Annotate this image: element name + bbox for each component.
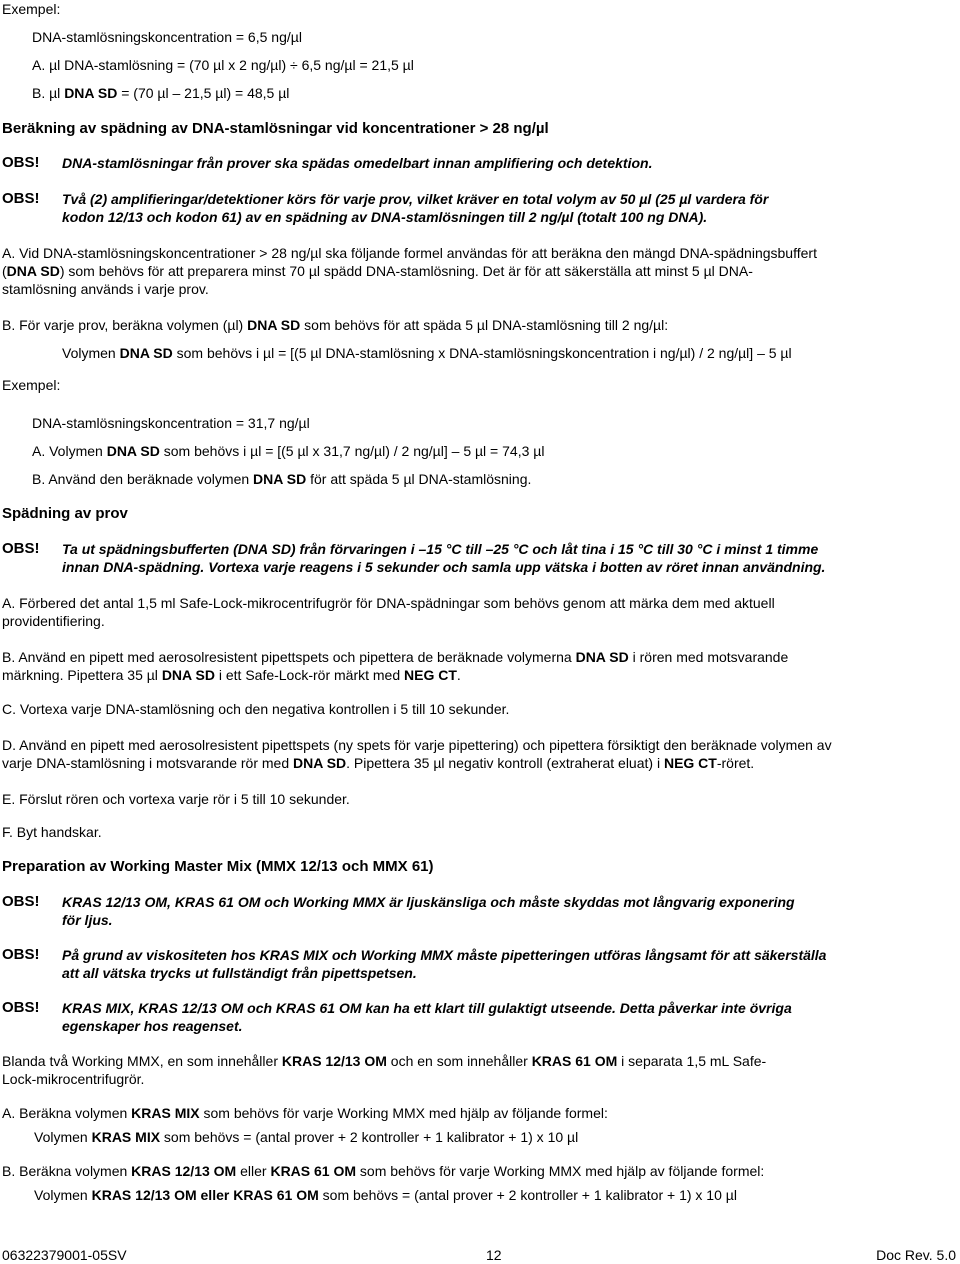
dilution-step-f: F. Byt handskar. (2, 824, 102, 840)
note-text-line: KRAS 12/13 OM, KRAS 61 OM och Working MMX är ljuskänsliga och måste skyddas mot långvarig exponering (62, 894, 795, 910)
note-text-line: Två (2) amplifieringar/detektioner körs för varje prov, vilket kräver en total volym av 50 µl (25 µl vardera för (62, 191, 769, 207)
note-label: OBS! (2, 999, 40, 1016)
example-step-a: A. µl DNA-stamlösning = (70 µl x 2 ng/µl) ÷ 6,5 ng/µl = 21,5 µl (32, 57, 414, 73)
dilution-step-d: D. Använd en pipett med aerosolresistent pipettspets (ny spets för varje pipettering) och pipettera försiktigt den beräknade volymen av (2, 737, 832, 753)
mmx-step-b: B. Beräkna volymen KRAS 12/13 OM eller KRAS 61 OM som behövs för varje Working MMX med hjälp av följande formel: (2, 1163, 765, 1179)
footer-doc-number: 06322379001-05SV (2, 1247, 127, 1263)
example-step-b: B. µl DNA SD = (70 µl – 21,5 µl) = 48,5 µl (32, 85, 290, 101)
mmx-step-a-formula: Volymen KRAS MIX som behövs = (antal prover + 2 kontroller + 1 kalibrator + 1) x 10 µl (34, 1129, 579, 1145)
note-text-line: egenskaper hos reagenset. (62, 1018, 243, 1034)
footer-doc-revision: Doc Rev. 5.0 (876, 1247, 956, 1263)
dilution-step-a: providentifiering. (2, 613, 105, 629)
note-text-line: kodon 12/13 och kodon 61) av en spädning av DNA-stamlösningen till 2 ng/µl (totalt 100 ng DNA). (62, 209, 708, 225)
note-text-line: KRAS MIX, KRAS 12/13 OM och KRAS 61 OM kan ha ett klart till gulaktigt utseende. Detta påverkar inte övriga (62, 1000, 792, 1016)
note-text-line: På grund av viskositeten hos KRAS MIX och Working MMX måste pipetteringen utföras långsamt för att säkerställa (62, 947, 827, 963)
dilution-step-e: E. Förslut rören och vortexa varje rör i 5 till 10 sekunder. (2, 791, 350, 807)
note-label: OBS! (2, 893, 40, 910)
blend-paragraph: Blanda två Working MMX, en som innehåller KRAS 12/13 OM och en som innehåller KRAS 61 OM i separata 1,5 mL Safe- (2, 1053, 767, 1069)
note-label: OBS! (2, 540, 40, 557)
mmx-step-b-formula: Volymen KRAS 12/13 OM eller KRAS 61 OM som behövs = (antal prover + 2 kontroller + 1 kalibrator + 1) x 10 µl (34, 1187, 737, 1203)
note-label: OBS! (2, 154, 40, 171)
step-a-line: stamlösning används i varje prov. (2, 281, 209, 297)
dilution-step-b: B. Använd en pipett med aerosolresistent pipettspets och pipettera de beräknade volymerna DNA SD i rören med motsvarande (2, 649, 789, 665)
note-label: OBS! (2, 946, 40, 963)
example-step-a: A. Volymen DNA SD som behövs i µl = [(5 µl x 31,7 ng/µl) / 2 ng/µl] – 5 µl = 74,3 µl (32, 443, 545, 459)
dilution-step-c: C. Vortexa varje DNA-stamlösning och den negativa kontrollen i 5 till 10 sekunder. (2, 701, 510, 717)
mmx-step-a: A. Beräkna volymen KRAS MIX som behövs för varje Working MMX med hjälp av följande formel: (2, 1105, 608, 1121)
note-text-line: för ljus. (62, 912, 113, 928)
note-text: DNA-stamlösningar från prover ska spädas omedelbart innan amplifiering och detektion. (62, 155, 653, 171)
step-b-line: B. För varje prov, beräkna volymen (µl) DNA SD som behövs för att späda 5 µl DNA-stamlösning till 2 ng/µl: (2, 317, 669, 333)
section-heading-dilution-calc: Beräkning av spädning av DNA-stamlösningar vid koncentrationer > 28 ng/µl (2, 120, 549, 137)
dilution-step-a: A. Förbered det antal 1,5 ml Safe-Lock-mikrocentrifugrör för DNA-spädningar som behövs genom att märka dem med aktuell (2, 595, 775, 611)
section-heading-master-mix: Preparation av Working Master Mix (MMX 12/13 och MMX 61) (2, 858, 434, 875)
note-text-line: innan DNA-spädning. Vortexa varje reagens i 5 sekunder och samla upp vätska i botten av röret innan användning. (62, 559, 826, 575)
example-concentration: DNA-stamlösningskoncentration = 31,7 ng/µl (32, 415, 310, 431)
section-heading-sample-dilution: Spädning av prov (2, 505, 128, 522)
note-text-line: att all vätska trycks ut fullständigt från pipettspetsen. (62, 965, 417, 981)
example-label: Exempel: (2, 377, 61, 393)
example-step-b: B. Använd den beräknade volymen DNA SD för att späda 5 µl DNA-stamlösning. (32, 471, 532, 487)
example-concentration: DNA-stamlösningskoncentration = 6,5 ng/µl (32, 29, 302, 45)
step-a-line: (DNA SD) som behövs för att preparera minst 70 µl spädd DNA-stamlösning. Det är för att säkerställa att minst 5 µl DNA- (2, 263, 753, 279)
footer-page-number: 12 (486, 1247, 502, 1263)
note-label: OBS! (2, 190, 40, 207)
example-label: Exempel: (2, 1, 61, 17)
blend-paragraph: Lock-mikrocentrifugrör. (2, 1071, 145, 1087)
dilution-step-b: märkning. Pipettera 35 µl DNA SD i ett Safe-Lock-rör märkt med NEG CT. (2, 667, 461, 683)
note-text-line: Ta ut spädningsbufferten (DNA SD) från förvaringen i –15 °C till –25 °C och låt tina i 15 °C till 30 °C i minst 1 timme (62, 541, 819, 557)
step-b-formula: Volymen DNA SD som behövs i µl = [(5 µl DNA-stamlösning x DNA-stamlösningskoncentration i ng/µl) / 2 ng/µl] – 5 µl (62, 345, 792, 361)
step-a-line: A. Vid DNA-stamlösningskoncentrationer > 28 ng/µl ska följande formel användas för att beräkna den mängd DNA-spädningsbuffert (2, 245, 817, 261)
dilution-step-d: varje DNA-stamlösning i motsvarande rör med DNA SD. Pipettera 35 µl negativ kontroll (extraherat eluat) i NEG CT-röret. (2, 755, 755, 771)
